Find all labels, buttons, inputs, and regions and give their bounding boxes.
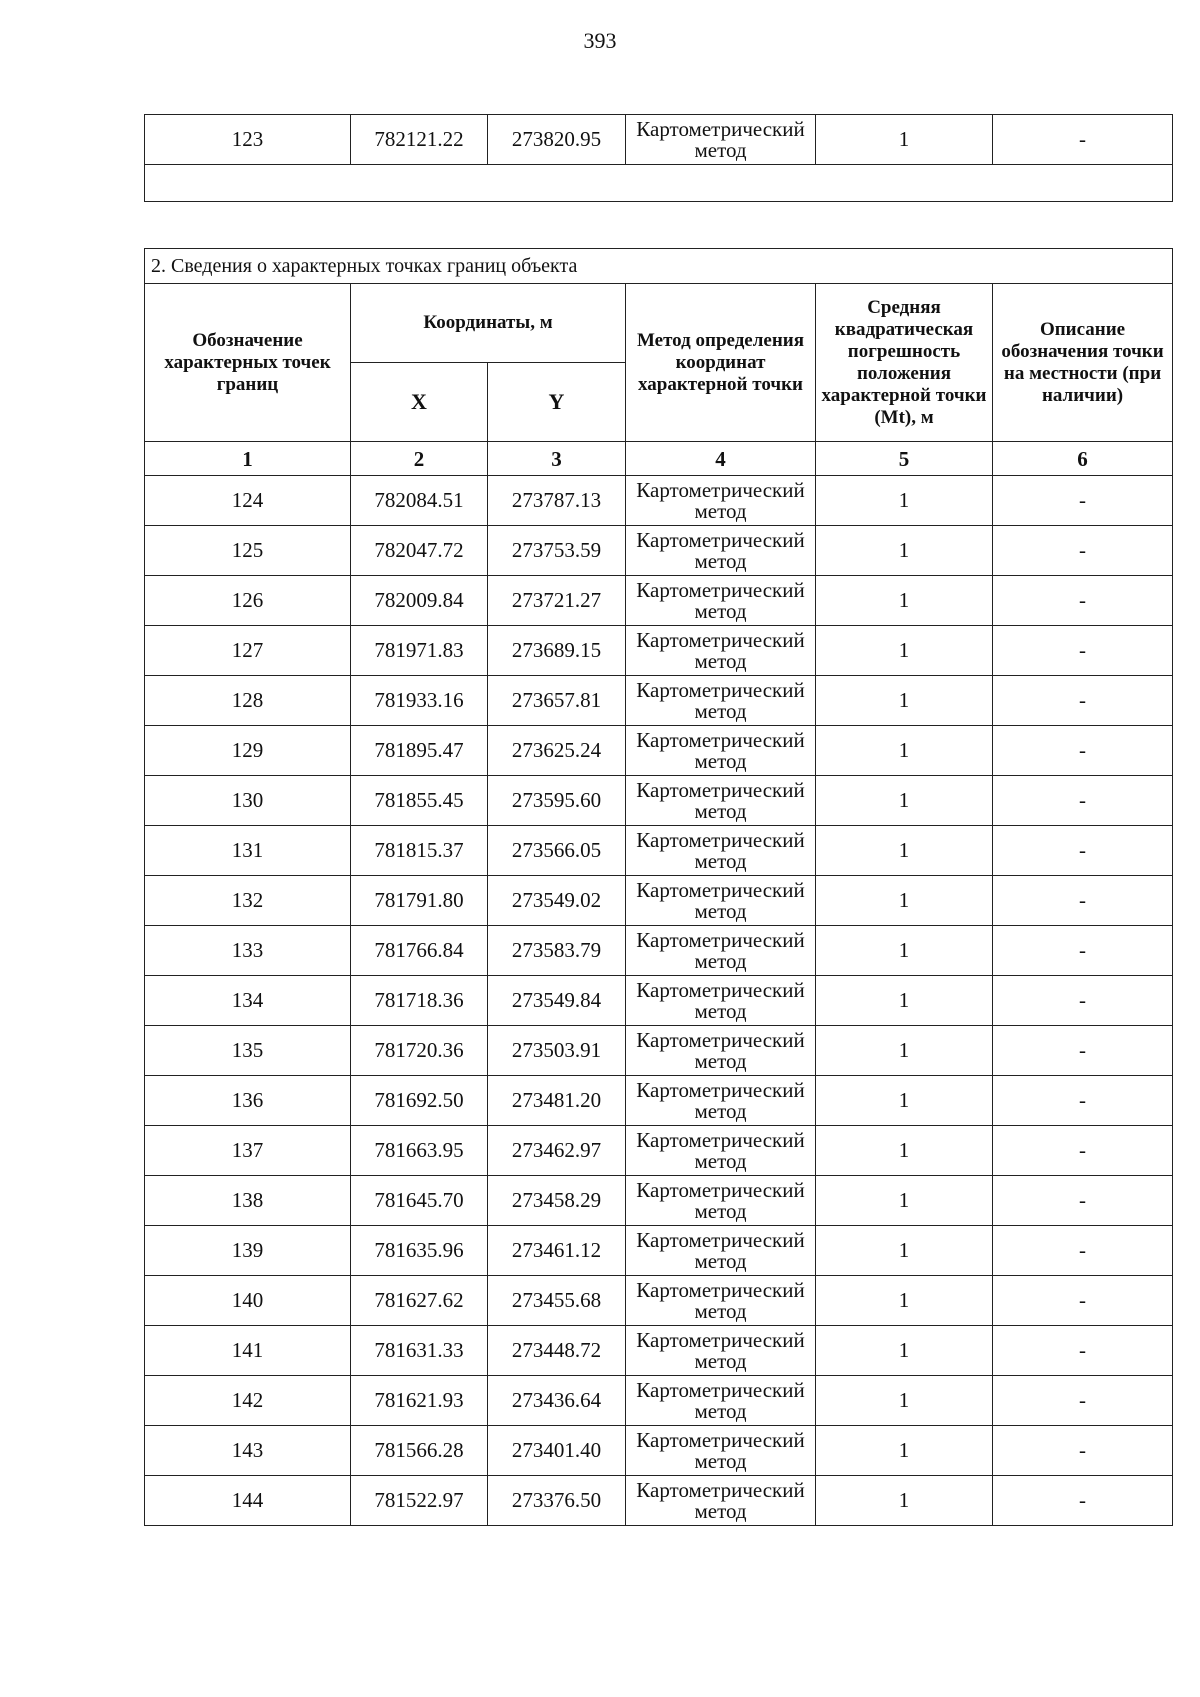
method-cell: Картометрический метод (626, 1476, 816, 1526)
method-cell: Картометрический метод (626, 1376, 816, 1426)
table-body (145, 476, 1173, 1526)
y-cell: 273549.02 (488, 876, 626, 926)
x-cell: 781791.80 (351, 876, 488, 926)
method-cell: Картометрический метод (626, 115, 816, 165)
description-cell: - (993, 776, 1173, 826)
table-row (145, 876, 1173, 926)
column-numbers-row (145, 442, 1173, 476)
method-cell: Картометрический метод (626, 976, 816, 1026)
description-cell: - (993, 1476, 1173, 1526)
header-coords: Координаты, м (351, 284, 626, 363)
description-cell: - (993, 115, 1173, 165)
y-cell: 273787.13 (488, 476, 626, 526)
y-cell: 273448.72 (488, 1326, 626, 1376)
x-cell: 781815.37 (351, 826, 488, 876)
error-cell: 1 (816, 1276, 993, 1326)
x-cell: 781635.96 (351, 1226, 488, 1276)
x-cell: 781627.62 (351, 1276, 488, 1326)
y-cell: 273401.40 (488, 1426, 626, 1476)
method-cell: Картометрический метод (626, 1176, 816, 1226)
table-row (145, 1426, 1173, 1476)
table-row (145, 676, 1173, 726)
header-method: Метод определения координат характерной точки (626, 284, 816, 442)
method-cell: Картометрический метод (626, 1026, 816, 1076)
y-cell: 273503.91 (488, 1026, 626, 1076)
error-cell: 1 (816, 626, 993, 676)
y-cell: 273595.60 (488, 776, 626, 826)
table-row (145, 1126, 1173, 1176)
method-cell: Картометрический метод (626, 626, 816, 676)
point-cell: 127 (145, 626, 351, 676)
point-cell: 140 (145, 1276, 351, 1326)
error-cell: 1 (816, 1376, 993, 1426)
description-cell: - (993, 1026, 1173, 1076)
point-cell: 130 (145, 776, 351, 826)
error-cell: 1 (816, 826, 993, 876)
table-row (145, 1476, 1173, 1526)
column-number: 5 (816, 442, 993, 476)
point-cell: 136 (145, 1076, 351, 1126)
table-row (145, 476, 1173, 526)
method-cell: Картометрический метод (626, 876, 816, 926)
method-cell: Картометрический метод (626, 576, 816, 626)
column-number: 4 (626, 442, 816, 476)
x-cell: 781631.33 (351, 1326, 488, 1376)
header-description: Описание обозначения точки на местности (при наличии) (993, 284, 1173, 442)
table-row (145, 1326, 1173, 1376)
x-cell: 781971.83 (351, 626, 488, 676)
method-cell: Картометрический метод (626, 926, 816, 976)
error-cell: 1 (816, 976, 993, 1026)
point-cell: 129 (145, 726, 351, 776)
method-cell: Картометрический метод (626, 726, 816, 776)
y-cell: 273481.20 (488, 1076, 626, 1126)
table-row (145, 526, 1173, 576)
description-cell: - (993, 1226, 1173, 1276)
x-cell: 781621.93 (351, 1376, 488, 1426)
description-cell: - (993, 626, 1173, 676)
point-cell: 134 (145, 976, 351, 1026)
y-cell: 273721.27 (488, 576, 626, 626)
description-cell: - (993, 676, 1173, 726)
point-cell: 133 (145, 926, 351, 976)
x-cell: 782084.51 (351, 476, 488, 526)
table-row (145, 1076, 1173, 1126)
method-cell: Картометрический метод (626, 1326, 816, 1376)
error-cell: 1 (816, 1026, 993, 1076)
error-cell: 1 (816, 115, 993, 165)
table-row (145, 626, 1173, 676)
error-cell: 1 (816, 1076, 993, 1126)
table-row (145, 1176, 1173, 1226)
table-row (145, 1226, 1173, 1276)
column-number: 3 (488, 442, 626, 476)
point-cell: 139 (145, 1226, 351, 1276)
y-cell: 273462.97 (488, 1126, 626, 1176)
header-x: X (351, 363, 488, 442)
point-cell: 141 (145, 1326, 351, 1376)
description-cell: - (993, 1276, 1173, 1326)
x-cell: 781692.50 (351, 1076, 488, 1126)
column-number: 1 (145, 442, 351, 476)
header-error: Средняя квадратическая погрешность положения характерной точки (Mt), м (816, 284, 993, 442)
method-cell: Картометрический метод (626, 776, 816, 826)
description-cell: - (993, 1426, 1173, 1476)
table-row (145, 826, 1173, 876)
x-cell: 781645.70 (351, 1176, 488, 1226)
method-cell: Картометрический метод (626, 1276, 816, 1326)
table-row (145, 776, 1173, 826)
error-cell: 1 (816, 676, 993, 726)
error-cell: 1 (816, 776, 993, 826)
error-cell: 1 (816, 1126, 993, 1176)
page-number: 393 (583, 28, 617, 53)
y-cell: 273566.05 (488, 826, 626, 876)
description-cell: - (993, 1376, 1173, 1426)
description-cell: - (993, 1326, 1173, 1376)
x-cell: 781933.16 (351, 676, 488, 726)
y-cell: 273455.68 (488, 1276, 626, 1326)
error-cell: 1 (816, 576, 993, 626)
table-row (145, 576, 1173, 626)
point-cell: 131 (145, 826, 351, 876)
error-cell: 1 (816, 526, 993, 576)
table-row (145, 926, 1173, 976)
description-cell: - (993, 526, 1173, 576)
point-cell: 124 (145, 476, 351, 526)
table-row (145, 115, 1173, 165)
table-row (145, 1376, 1173, 1426)
method-cell: Картометрический метод (626, 826, 816, 876)
empty-row (145, 165, 1173, 202)
header-y: Y (488, 363, 626, 442)
x-cell: 781522.97 (351, 1476, 488, 1526)
point-cell: 126 (145, 576, 351, 626)
x-cell: 781566.28 (351, 1426, 488, 1476)
x-cell: 782047.72 (351, 526, 488, 576)
x-cell: 781895.47 (351, 726, 488, 776)
y-cell: 273458.29 (488, 1176, 626, 1226)
error-cell: 1 (816, 1226, 993, 1276)
error-cell: 1 (816, 1426, 993, 1476)
table-row (145, 976, 1173, 1026)
error-cell: 1 (816, 1176, 993, 1226)
empty-cell (145, 165, 1173, 202)
method-cell: Картометрический метод (626, 676, 816, 726)
description-cell: - (993, 1176, 1173, 1226)
x-cell: 781855.45 (351, 776, 488, 826)
x-cell: 782009.84 (351, 576, 488, 626)
x-cell: 781663.95 (351, 1126, 488, 1176)
point-cell: 132 (145, 876, 351, 926)
y-cell: 273753.59 (488, 526, 626, 576)
y-cell: 273625.24 (488, 726, 626, 776)
table-row (145, 1276, 1173, 1326)
y-cell: 273549.84 (488, 976, 626, 1026)
x-cell: 781766.84 (351, 926, 488, 976)
boundary-points-table (144, 248, 1173, 1526)
error-cell: 1 (816, 876, 993, 926)
description-cell: - (993, 476, 1173, 526)
point-cell: 137 (145, 1126, 351, 1176)
error-cell: 1 (816, 1476, 993, 1526)
y-cell: 273689.15 (488, 626, 626, 676)
y-cell: 273436.64 (488, 1376, 626, 1426)
table-row (145, 726, 1173, 776)
column-number: 6 (993, 442, 1173, 476)
x-cell: 781720.36 (351, 1026, 488, 1076)
point-cell: 128 (145, 676, 351, 726)
method-cell: Картометрический метод (626, 1126, 816, 1176)
y-cell: 273583.79 (488, 926, 626, 976)
y-cell: 273820.95 (488, 115, 626, 165)
description-cell: - (993, 576, 1173, 626)
error-cell: 1 (816, 726, 993, 776)
description-cell: - (993, 1126, 1173, 1176)
header-point: Обозначение характерных точек границ (145, 284, 351, 442)
method-cell: Картометрический метод (626, 1226, 816, 1276)
column-number: 2 (351, 442, 488, 476)
error-cell: 1 (816, 1326, 993, 1376)
point-cell: 142 (145, 1376, 351, 1426)
method-cell: Картометрический метод (626, 526, 816, 576)
method-cell: Картометрический метод (626, 1426, 816, 1476)
point-cell: 138 (145, 1176, 351, 1226)
error-cell: 1 (816, 476, 993, 526)
description-cell: - (993, 876, 1173, 926)
description-cell: - (993, 1076, 1173, 1126)
table-title: 2. Сведения о характерных точках границ объекта (145, 249, 1173, 284)
method-cell: Картометрический метод (626, 1076, 816, 1126)
error-cell: 1 (816, 926, 993, 976)
point-cell: 144 (145, 1476, 351, 1526)
y-cell: 273657.81 (488, 676, 626, 726)
point-cell: 135 (145, 1026, 351, 1076)
point-cell: 125 (145, 526, 351, 576)
table-row (145, 1026, 1173, 1076)
point-cell: 143 (145, 1426, 351, 1476)
point-cell: 123 (145, 115, 351, 165)
description-cell: - (993, 826, 1173, 876)
x-cell: 782121.22 (351, 115, 488, 165)
x-cell: 781718.36 (351, 976, 488, 1026)
description-cell: - (993, 926, 1173, 976)
y-cell: 273461.12 (488, 1226, 626, 1276)
description-cell: - (993, 726, 1173, 776)
method-cell: Картометрический метод (626, 476, 816, 526)
continuation-table (144, 114, 1173, 202)
y-cell: 273376.50 (488, 1476, 626, 1526)
description-cell: - (993, 976, 1173, 1026)
